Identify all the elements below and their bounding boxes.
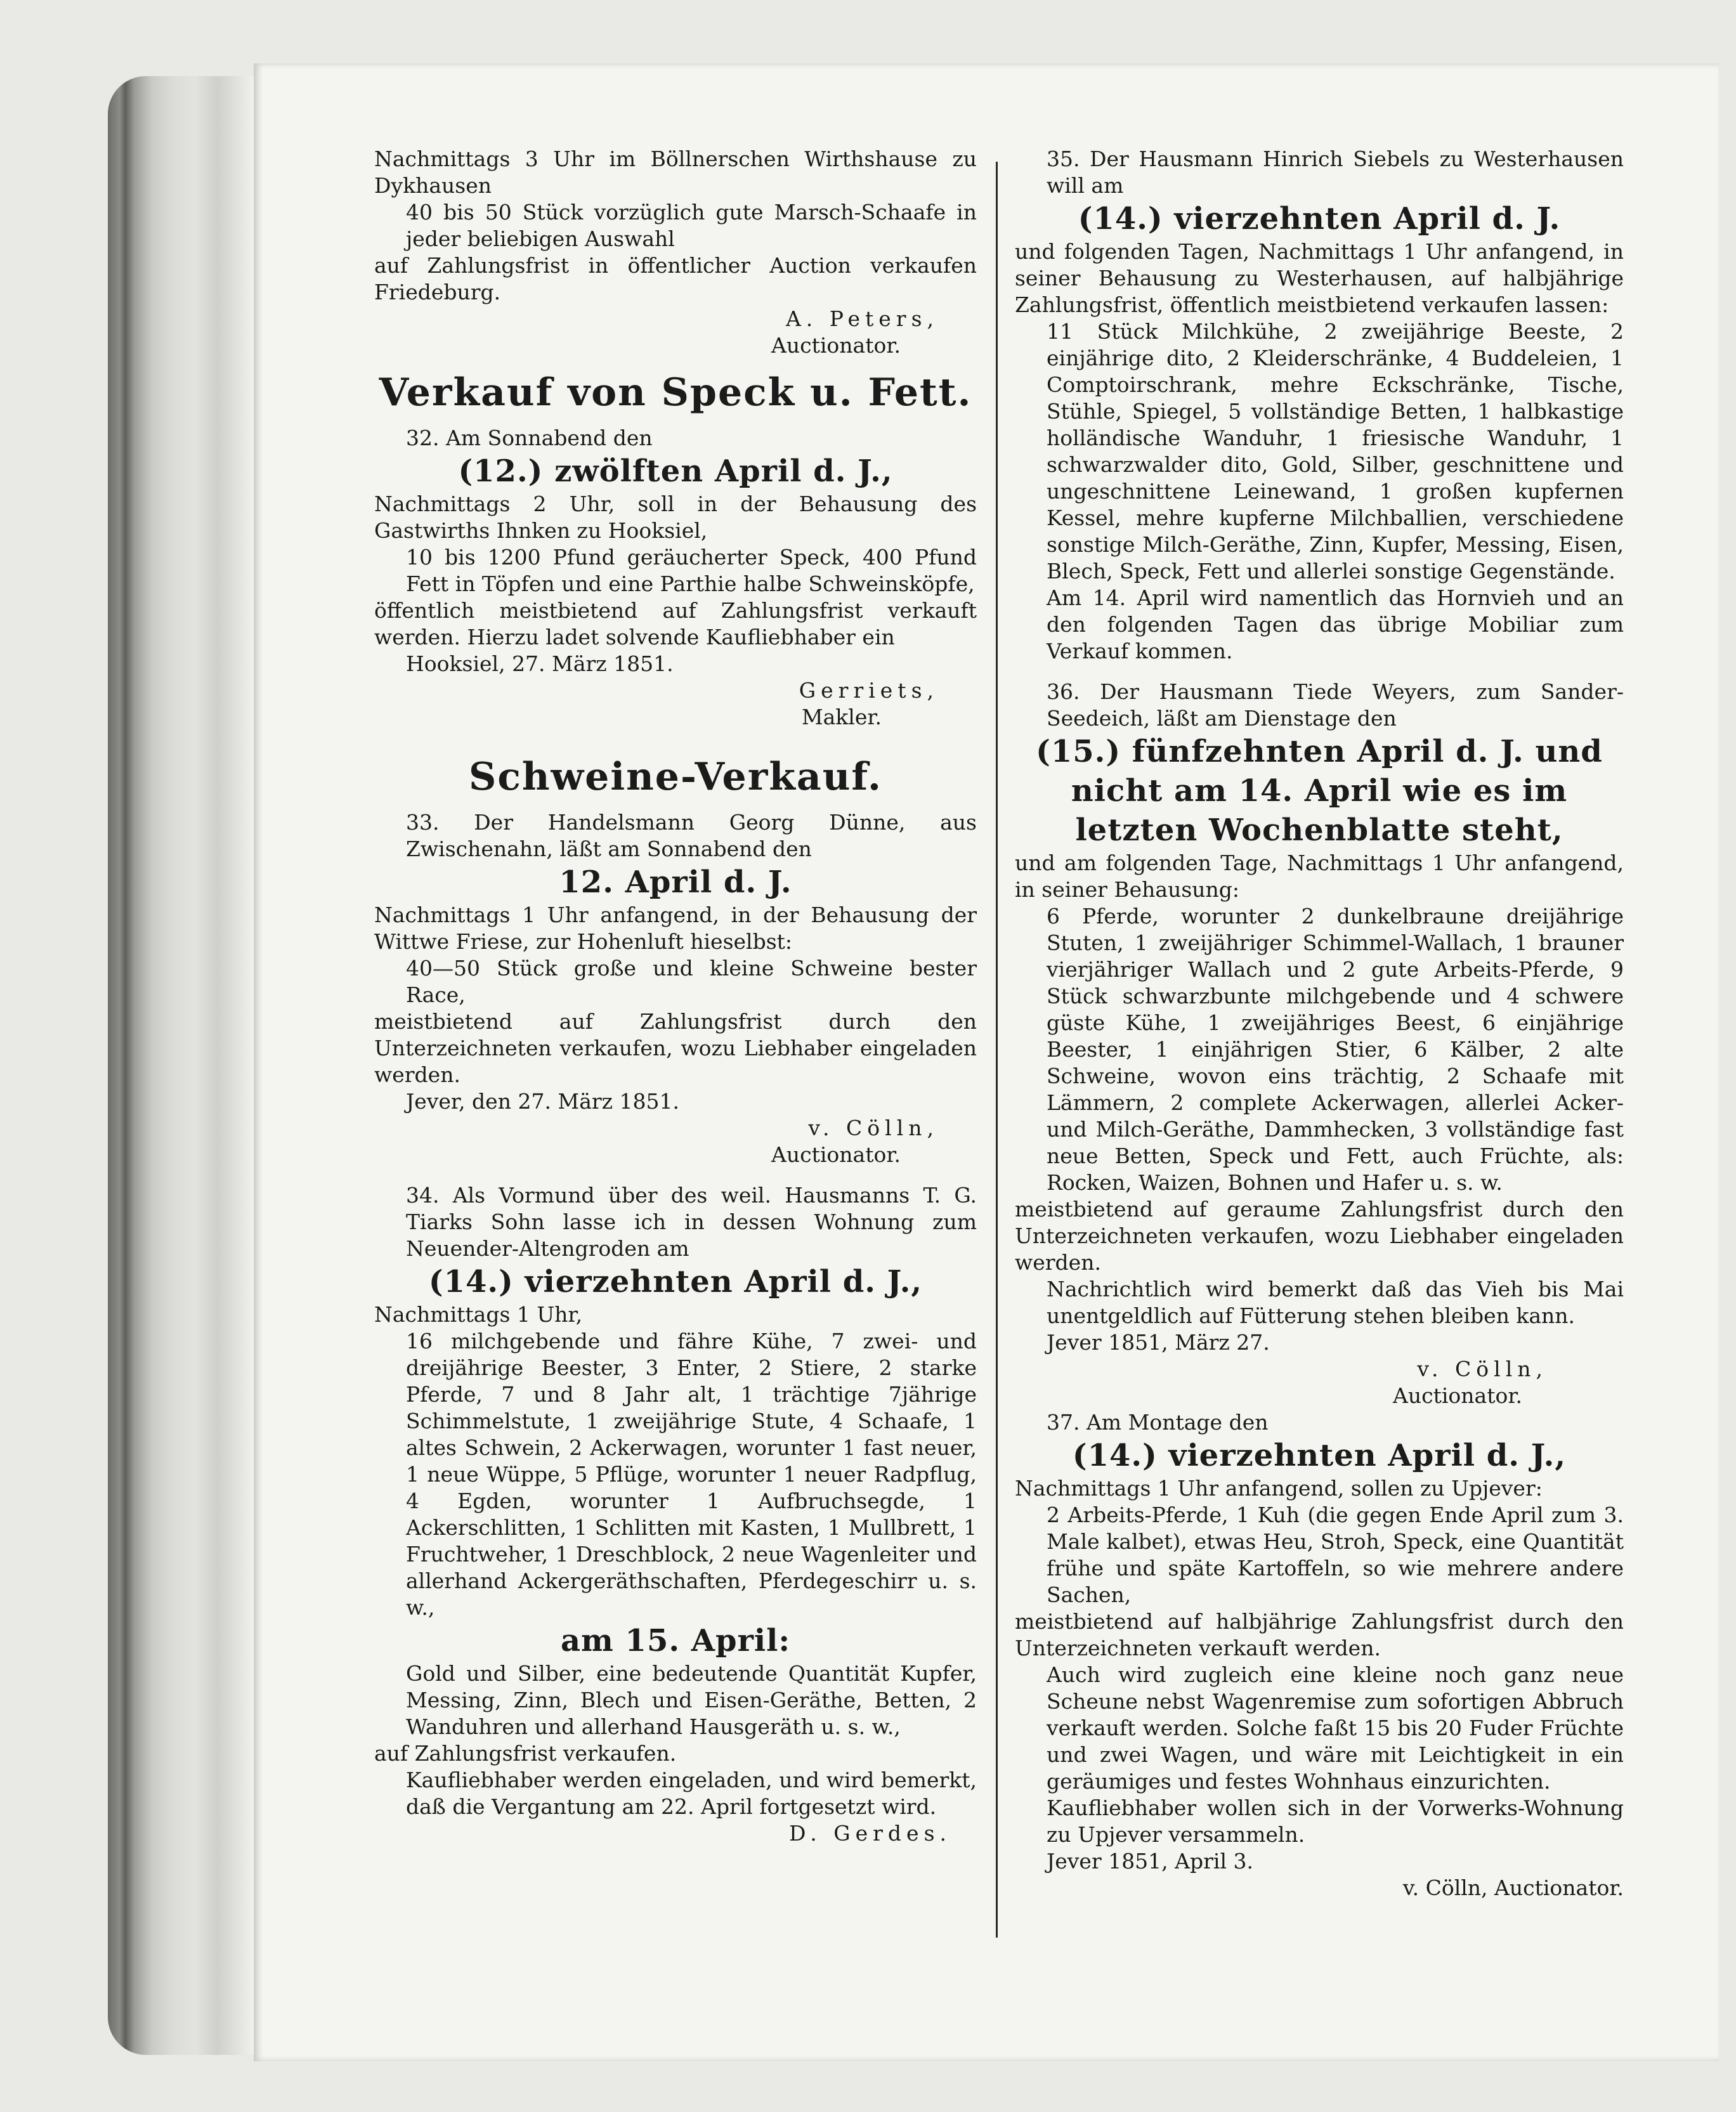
notice-date: 12. April d. J. <box>559 864 792 900</box>
section-heading: Schweine-Verkauf. <box>469 755 882 799</box>
signature-name: v. Cölln, Auctionator. <box>1402 1875 1624 1900</box>
notice-intro: 34. Als Vormund über des weil. Hausmanns T. G. Tiarks Sohn lasse ich in dessen Wohnung zum Neuender-Altengroden am <box>406 1183 977 1261</box>
notice-date: (15.) fünfzehnten April d. J. und nicht am 14. April wie es im letzten Wochenblatte steht, <box>1036 734 1603 848</box>
notice-line: und folgenden Tagen, Nachmittags 1 Uhr anfangend, in seiner Behausung zu Westerhausen, auf halbjährige Zahlungsfrist, öffentlich meistbietend verkaufen lassen: <box>1015 239 1624 317</box>
left-column <box>374 146 977 1847</box>
notice-line: auf Zahlungsfrist verkaufen. <box>374 1741 677 1766</box>
signature-role: Auctionator. <box>771 333 901 358</box>
notice-line: 40—50 Stück große und kleine Schweine bester Race, <box>406 956 977 1007</box>
notice-intro: 32. Am Sonnabend den <box>406 426 653 450</box>
intro-line: auf Zahlungsfrist in öffentlicher Auction verkaufen Friedeburg. <box>374 253 977 304</box>
notice-line: Nachmittags 1 Uhr anfangend, in der Behausung der Wittwe Friese, zur Hohenluft hieselbst: <box>374 903 977 954</box>
signature-role: Auctionator. <box>1393 1383 1522 1408</box>
notice-line: öffentlich meistbietend auf Zahlungsfrist verkauft werden. Hierzu ladet solvende Kaufliebhaber ein <box>374 598 977 649</box>
notice-line: 6 Pferde, worunter 2 dunkelbraune dreijährige Stuten, 1 zweijähriger Schimmel-Wallach, 1 brauner vierjähriger Wallach und 2 gute Arbeits-Pferde, 9 Stück schwarzbunte milchgebende und 4 schwere güste Kühe, 1 zweijähriges Beest, 6 einjährige Beester, 1 einjährigen Stier, 6 Kälber, 2 alte Schweine, wovon eins trächtig, 2 Schaafe mit Lämmern, 2 complete Ackerwagen, allerlei Acker- und Milch-Geräthe, Dammhecken, 3 vollständige fast neue Betten, Speck und Fett, auch Früchte, als: Rocken, Waizen, Bohnen und Hafer u. s. w. <box>1047 904 1624 1195</box>
signature-name: A. Peters, <box>785 306 939 331</box>
intro-line: Nachmittags 3 Uhr im Böllnerschen Wirthshause zu Dykhausen <box>374 147 977 198</box>
notice-line: Jever 1851, März 27. <box>1047 1330 1270 1355</box>
notice-line: Nachmittags 2 Uhr, soll in der Behausung des Gastwirths Ihnken zu Hooksiel, <box>374 492 977 543</box>
notice-intro: 33. Der Handelsmann Georg Dünne, aus Zwischenahn, läßt am Sonnabend den <box>406 810 977 861</box>
column-divider <box>996 162 998 1938</box>
notice-date: am 15. April: <box>560 1623 791 1659</box>
notice-line: und am folgenden Tage, Nachmittags 1 Uhr anfangend, in seiner Behausung: <box>1015 851 1624 902</box>
notice-line: Nachmittags 1 Uhr anfangend, sollen zu Upjever: <box>1015 1476 1543 1501</box>
signature-name: D. Gerdes. <box>788 1821 951 1846</box>
section-heading: Verkauf von Speck u. Fett. <box>379 370 972 415</box>
notice-line: Kaufliebhaber werden eingeladen, und wird bemerkt, daß die Vergantung am 22. April fortgesetzt wird. <box>406 1768 977 1819</box>
notice-date: (14.) vierzehnten April d. J. <box>1078 201 1561 237</box>
notice-line: 10 bis 1200 Pfund geräucherter Speck, 400 Pfund Fett in Töpfen und eine Parthie halbe Schweinsköpfe, <box>406 545 977 596</box>
signature-role: Makler. <box>801 705 882 729</box>
notice-intro: 36. Der Hausmann Tiede Weyers, zum Sander-Seedeich, läßt am Dienstage den <box>1047 679 1624 731</box>
notice-date: (14.) vierzehnten April d. J., <box>1072 1438 1567 1473</box>
intro-line: 40 bis 50 Stück vorzüglich gute Marsch-Schaafe in jeder beliebigen Auswahl <box>406 200 977 251</box>
notice-line: meistbietend auf Zahlungsfrist durch den Unterzeichneten verkaufen, wozu Liebhaber eingeladen werden. <box>374 1009 977 1087</box>
book-edge <box>108 76 254 2055</box>
notice-line: meistbietend auf geraume Zahlungsfrist durch den Unterzeichneten verkaufen, wozu Liebhaber eingeladen werden. <box>1015 1197 1624 1275</box>
right-column <box>1015 146 1624 1901</box>
notice-line: 2 Arbeits-Pferde, 1 Kuh (die gegen Ende April zum 3. Male kalbet), etwas Heu, Stroh, Speck, eine Quantität frühe und späte Kartoffeln, so wie mehrere andere Sachen, <box>1047 1503 1624 1607</box>
notice-line: Nachrichtlich wird bemerkt daß das Vieh bis Mai unentgeldlich auf Fütterung stehen bleiben kann. <box>1047 1277 1624 1328</box>
signature-role: Auctionator. <box>771 1142 901 1167</box>
notice-line: Auch wird zugleich eine kleine noch ganz neue Scheune nebst Wagenremise zum sofortigen Abbruch verkauft werden. Solche faßt 15 bis 20 Fuder Früchte und zwei Wagen, und wäre mit Leichtigkeit in ein geräumiges und festes Wohnhaus einzurichten. <box>1047 1662 1624 1794</box>
notice-intro: 37. Am Montage den <box>1047 1410 1269 1435</box>
signature-name: v. Cölln, <box>808 1116 939 1140</box>
notice-line: Hooksiel, 27. März 1851. <box>406 651 674 676</box>
notice-line: Jever, den 27. März 1851. <box>406 1089 680 1114</box>
notice-line: Kaufliebhaber wollen sich in der Vorwerks-Wohnung zu Upjever versammeln. <box>1047 1796 1624 1847</box>
signature-name: v. Cölln, <box>1417 1357 1548 1381</box>
notice-line: 11 Stück Milchkühe, 2 zweijährige Beeste, 2 einjährige dito, 2 Kleiderschränke, 4 Buddeleien, 1 Comptoirschrank, mehre Eckschränke, Tische, Stühle, Spiegel, 5 vollständige Betten, 1 halbkastige holländische Wanduhr, 1 friesische Wanduhr, 1 schwarzwalder dito, Gold, Silber, geschnittene und ungeschnittene Leinewand, 1 großen kupfernen Kessel, mehre kupferne Milchballien, verschiedene sonstige Milch-Geräthe, Zinn, Kupfer, Messing, Eisen, Blech, Speck, Fett und allerlei sonstige Gegenstände. <box>1047 319 1624 583</box>
notice-line: meistbietend auf halbjährige Zahlungsfrist durch den Unterzeichneten verkauft werden. <box>1015 1609 1624 1660</box>
notice-line: 16 milchgebende und fähre Kühe, 7 zwei- und dreijährige Beester, 3 Enter, 2 Stiere, 2 starke Pferde, 7 und 8 Jahr alt, 1 trächtige 7jährige Schimmelstute, 1 zweijährige Stute, 4 Schaafe, 1 altes Schwein, 2 Ackerwagen, worunter 1 fast neuer, 1 neue Wüppe, 5 Pflüge, worunter 1 neuer Radpflug, 4 Egden, worunter 1 Aufbruchsegde, 1 Ackerschlitten, 1 Schlitten mit Kasten, 1 Mullbrett, 1 Fruchtweher, 1 Dreschblock, 2 neue Wagenleiter und allerhand Ackergeräthschaften, Pferdegeschirr u. s. w., <box>406 1329 977 1620</box>
notice-line: Nachmittags 1 Uhr, <box>374 1302 583 1327</box>
notice-line: Gold und Silber, eine bedeutende Quantität Kupfer, Messing, Zinn, Blech und Eisen-Geräthe, Betten, 2 Wanduhren und allerhand Hausgeräth u. s. w., <box>406 1661 977 1739</box>
notice-date: (12.) zwölften April d. J., <box>458 453 893 489</box>
notice-line: Jever 1851, April 3. <box>1047 1849 1253 1874</box>
notice-intro: 35. Der Hausmann Hinrich Siebels zu Westerhausen will am <box>1047 147 1624 198</box>
notice-line: Am 14. April wird namentlich das Hornvieh und an den folgenden Tagen das übrige Mobiliar zum Verkauf kommen. <box>1047 585 1624 663</box>
notice-date: (14.) vierzehnten April d. J., <box>428 1264 923 1300</box>
signature-name: Gerriets, <box>799 678 939 703</box>
